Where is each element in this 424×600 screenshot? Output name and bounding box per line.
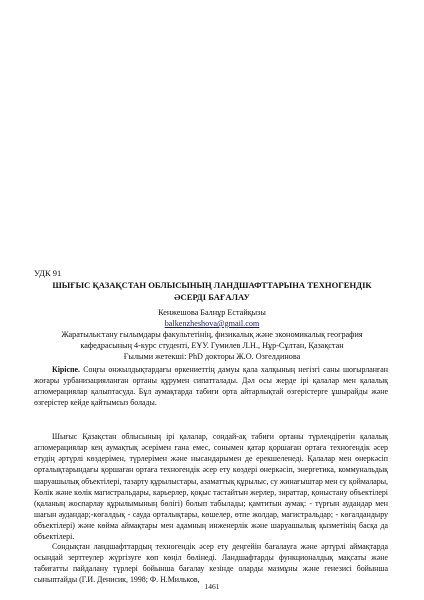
paragraph-3 <box>34 541 388 586</box>
author-email-link[interactable]: balkenzheshova@gmail.com <box>164 319 260 328</box>
author-name: Кенжешова Балнұр Естайқызы <box>158 308 266 317</box>
introduction-heading: Кіріспе. <box>52 365 81 374</box>
author-affiliation-line-2: кафедрасының 4-курс студенті, ЕҰУ. Гумилев Л.Н., Нұр-Сұлтан, Қазақстан <box>80 341 344 350</box>
paragraph-2-text: Шығыс Қазақстан облысының ірі қалалар, сондай-ақ табиғи ортаны түрлендіретін қалалық агломерациялар кең аумақтық әсерімен ғана емес, сонымен қатар қоршаған ортаға техногендік әсер етудің әртүрлі көздерімен, түрлерімен және нысандарымен де ерекшеленеді. Қалалар мен өнеркәсіп орталықтарындағы қоршаған ортаға техногендік әсер ету көздері өнеркәсіп, энергетика, коммунальдық шаруашылық объектілері, тазарту құрылыстары, азаматтық құрылыс, су жинағыштар мен су қоймалары, Көлік және көлік магистральдары, карьерлер, қоқыс тастайтын жерлер, зираттар, қоныстану объектілері (қаланың жоспарлау құрылымының бөлігі) болып табылады; қамтитын аумақ: - түрғын аудандар мен шағын аудандар;-көгалдық - саудa орталықтары, көшелер, өтпе жолдар, магистральдар; - көгалдандыру объектілері) және көйма аймақтары мен адамның инженерлік және шаруашылық қызметінің басқа да объектілері. <box>34 432 388 542</box>
article-title-line-2: ӘСЕРДІ БАҒАЛАУ <box>174 292 250 302</box>
paragraph-3-text: Сондықтан ландшафттардың техногендік әсер ету деңгейін бағалауға және әртүрлі аймақтарда осындай зерттеулер жүргізуге көп көңіл бөлінеді. Ландшафтарды функционалдық мақсаты және табиғатты пайдалану түрлері бойынша бағалау кезінде оларды мазмұны және генезисі бойынша сыныптайды (Г.И. Денисик, 1998; Ф. Н.Мильков, <box>34 542 388 585</box>
author-affiliation-line-1: Жаратылыстану ғылымдары факультетінің, физикалық және экономикалық география <box>61 330 363 339</box>
article-title-line-1: ШЫҒЫС ҚАЗАҚСТАН ОБЛЫСЫНЫҢ ЛАНДШАФТТАРЫНА ТЕХНОГЕНДІК <box>52 280 372 290</box>
paragraph-introduction <box>34 364 388 409</box>
udk-code: УДК 91 <box>34 268 62 278</box>
page-number: 1461 <box>204 582 220 591</box>
introduction-text: Соңғы онжылдықтардағы өркениеттің дамуы қала халқының негізгі саны шоғырланған жоғары урбанизацияланған ортаны құрумен сипатталады. Дәл осы жерде ірі қалалар мен қалалық агломерациялар қалыптасуда. Бұл аумақтарда табиғи орта айтарлықтай өзгерістерге ұшырайды және өзгерістер кейде қайтымсыз болады. <box>34 365 388 408</box>
scientific-supervisor: Ғылыми жетекші: PhD докторы Ж.О. Озгелдинова <box>123 352 301 361</box>
paragraph-2 <box>34 431 388 543</box>
